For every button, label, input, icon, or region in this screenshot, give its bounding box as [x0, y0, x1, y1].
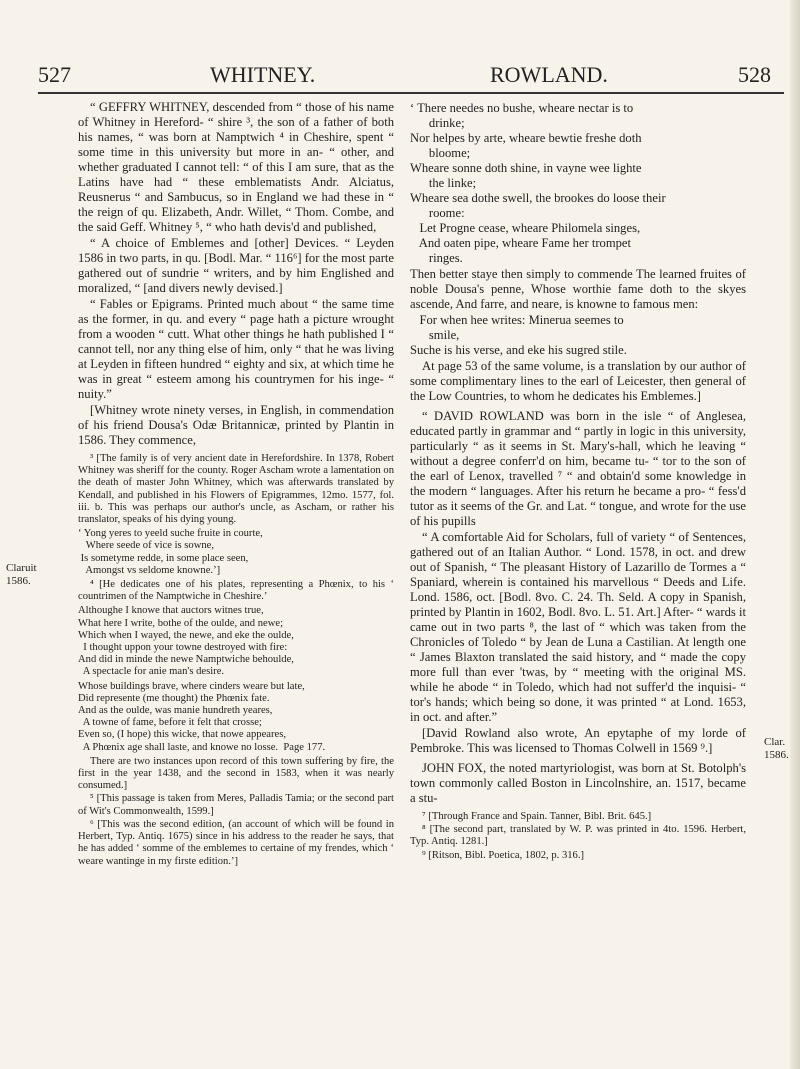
page-edge: [790, 0, 800, 1069]
fables-entry: “ Fables or Epigrams. Printed much about “ the same time as the former, in qu. and every “ page hath a picture wrought from a wooden “ cutt. What other things he hath published I “ cannot tell, nor any thing else of him, only “ that he was living at Leyden in fifteen hundred “ eighty and six, at which time he was in great “ esteem among his countrymen for his inge- “ nuity.”: [78, 297, 394, 401]
page-number-right: 528: [738, 62, 771, 87]
dousa-verse-2: Then better staye then simply to commende The learned fruites of noble Dousa's penne, Whose worthie fame doth to the skyes ascende, And farre, and neare, is knowne to famous men:: [410, 267, 746, 311]
rowland-epytaphe: [David Rowland also wrote, An epytaphe of my lorde of Pembroke. This was licensed to Thomas Colwell in 1569 ⁹.]: [410, 726, 746, 755]
fox-paragraph: JOHN FOX, the noted martyriologist, was born at St. Botolph's town commonly called Boston in Lincolnshire, an. 1517, became a stu-: [410, 761, 746, 805]
footnote-4-verse-2: Whose buildings brave, where cinders weare but late, Did represente (me thought) the Phœnix fate. And as the oulde, was manie hundreth yeares, A towne of fame, before it felt that crosse; Even so, (I hope) this wicke, that nowe appeares, A Phœnix age shall laste, and knowe no losse. Page 177.: [78, 680, 326, 753]
page-number-left: 527: [38, 62, 71, 87]
footnote-6: ⁶ [This was the second edition, (an account of which will be found in Herbert, Typ. Antiq. 1675) since in his address to the reader he says, that he has added ‘ somme of the emblemes to certaine of my frendes, which ‘ weare wantinge in my firste edition.’]: [78, 818, 394, 867]
left-column: [78, 100, 394, 869]
whitney-paragraph: “ GEFFRY WHITNEY, descended from “ those of his name of Whitney in Hereford- “ shire ³, the son of a father of both his names, “ was born at Namptwich ⁴ in Cheshire, spent “ some time in this university but more in an- “ other, and whether graduated I cannot tell: “ of this I am sure, that as the Latins have had “ these emblematists Andr. Alciatus, Reusnerus “ and Sambucus, so in England we had these in “ the reign of qu. Elizabeth, Andr. Willet, “ Thom. Combe, and the said Geff. Whitney ⁵, “ who hath devis'd and published,: [78, 100, 394, 234]
rowland-paragraph: “ DAVID ROWLAND was born in the isle “ of Anglesea, educated partly in grammar and “ partly in logic in this university, particularly “ as it seems in St. Mary's-hall, which he leaving “ without a degree conferr'd on him, became tu- “ tor to the son of the earl of Lenox, travelled ⁷ “ and obtain'd some knowledge in the modern “ languages. After his return he became a pro- “ fess'd tutor as it seems of the Gr. and Lat. “ tongue, and wrote for the use of his pupills: [410, 409, 746, 528]
footnote-3-verse: ‘ Yong yeres to yeeld suche fruite in courte, Where seede of vice is sowne, Is sometyme redde, in some place seen, Amongst vs seldome knowne.’]: [78, 528, 263, 576]
footnote-9: ⁹ [Ritson, Bibl. Poetica, 1802, p. 316.]: [422, 849, 585, 861]
margin-note-right: [764, 736, 789, 762]
margin-note-left: [6, 562, 37, 588]
right-column: [410, 100, 746, 863]
footnote-4-verse-1: Althoughe I knowe that auctors witnes true, What here I write, bothe of the oulde, and newe; Which when I wayed, the newe, and eke the oulde, I thought uppon your towne destroyed with fire: And did in minde the newe Namptwiche behoulde, A spectacle for anie man's desire.: [78, 605, 294, 678]
running-head-right: ROWLAND.: [490, 62, 608, 87]
margin-note-right-2: 1586.: [764, 749, 789, 761]
footnote-7: ⁷ [Through France and Spain. Tanner, Bibl. Brit. 645.]: [422, 811, 652, 822]
dousa-verse-1: ‘ There needes no bushe, wheare nectar is to drinke; Nor helpes by arte, wheare bewtie freshe doth bloome; Wheare sonne doth shine, in vayne wee lighte the linke; Wheare sea dothe swell, the brookes do loose their roome: Let Progne cease, wheare Philomela singes, And oaten pipe, wheare Fame her trompet ringes.: [410, 101, 666, 265]
footnote-3: ³ [The family is of very ancient date in Herefordshire. In 1378, Robert Whitney was sheriff for the county. Roger Ascham wrote a lamentation on the death of master John Whitney, which was afterwards translated by Kendall, and published in his Flowers of Epigrammes, 12mo. 1577, fol. iii. b. This was perhaps our author's uncle, as Ascham, or rather his translator, speaks of his dying young.: [78, 453, 394, 526]
footnote-4: ⁴ [He dedicates one of his plates, representing a Phœnix, to his ‘ countrimen of the Namptwiche in Cheshire.’: [78, 579, 394, 603]
footnote-8: ⁸ [The second part, translated by W. P. was printed in 4to. 1596. Herbert, Typ. Antiq. 1281.]: [410, 824, 746, 848]
margin-note-right-1: Clar.: [764, 736, 786, 748]
whitney-commendation: [Whitney wrote ninety verses, in English, in commendation of his friend Dousa's Odæ Britannicæ, printed by Plantin in 1586. They commence,: [78, 403, 394, 447]
running-head-left: WHITNEY.: [210, 62, 316, 87]
footnote-4-continued: There are two instances upon record of this town suffering by fire, the first in the year 1438, and the second in 1583, when it was nearly consumed.]: [78, 755, 394, 792]
footnote-5: ⁵ [This passage is taken from Meres, Palladis Tamia; or the second part of Wit's Commonwealth, 1599.]: [78, 793, 394, 817]
dousa-verse-3: For when hee writes: Minerua seemes to smile, Suche is his verse, and eke his sugred stile.: [410, 313, 627, 357]
header-rule: [38, 92, 784, 94]
emblemes-entry: “ A choice of Emblemes and [other] Devices. “ Leyden 1586 in two parts, in qu. [Bodl. Mar. “ 116⁶] for the most parte gathered out of sundrie “ writers, and by him Englished and moralized, “ [and divers newly devised.]: [78, 236, 394, 295]
margin-note-left-1: Claruit: [6, 562, 37, 574]
margin-note-left-2: 1586.: [6, 575, 31, 587]
rowland-works: “ A comfortable Aid for Scholars, full of variety “ of Sentences, gathered out of an Italian Author. “ Lond. 1578, in oct. and drew out of Spanish, “ The pleasant History of Lazarillo de Tormes a “ Spaniard, wherein is contained his marvellous “ Deeds and Life. Lond. 1586, oct. [Bodl. 8vo. C. 24. Th. Seld. A copy in Spanish, printed by Plantin in 1602, Bodl. 8vo. L. 51. Art.] After- “ wards it came out in two parts ⁸, the last of “ which was taken from the Chronicles of Toledo “ by Jean de Luna a Castilian. At length one “ James Blaxton translated the said history, and “ made the copy more full than ever 'twas, by “ meeting with the original MS. while he abode “ in Toledo, which had not suffer'd the inquisi- “ tor's hands; which being so done, it was printed “ at Lond. 1653, in oct. and after.”: [410, 530, 746, 724]
page-53-paragraph: At page 53 of the same volume, is a translation by our author of some complimentary lines to the earl of Leicester, then general of the Low Countries, to whom he dedicates his Emblemes.]: [410, 359, 746, 403]
